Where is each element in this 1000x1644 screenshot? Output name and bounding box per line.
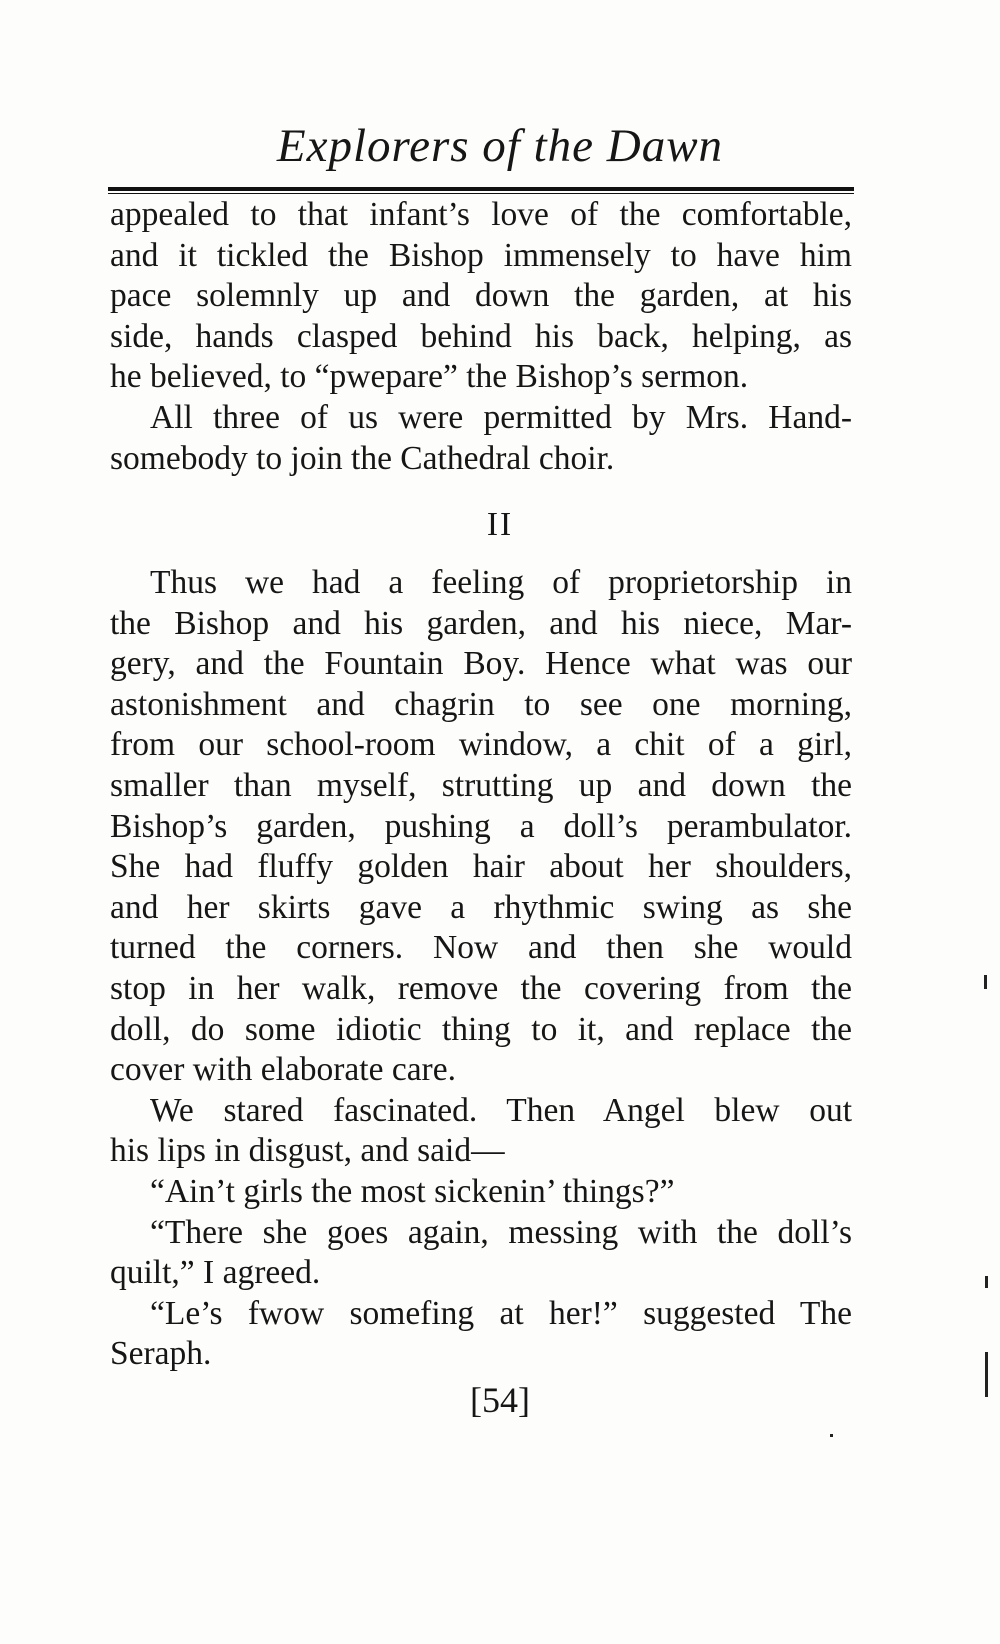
text-line: side, hands clasped behind his back, helping, as: [110, 317, 852, 355]
text-line: astonishment and chagrin to see one morning,: [110, 685, 852, 723]
text-line: and it tickled the Bishop immensely to have him: [110, 236, 852, 274]
text-line: from our school-room window, a chit of a girl,: [110, 726, 852, 764]
text-line: Thus we had a feeling of proprietorship in: [150, 564, 852, 601]
text-line: cover with elaborate care.: [110, 1051, 456, 1089]
text-line: “There she goes again, messing with the doll’s: [150, 1213, 852, 1251]
text-line: All three of us were permitted by Mrs. Hand-: [150, 399, 852, 436]
text-line: he believed, to “pwepare” the Bishop’s sermon.: [110, 358, 749, 396]
section-number: II: [486, 506, 514, 543]
text-line: appealed to that infant’s love of the comfortable,: [110, 196, 852, 233]
header-rule: [108, 187, 854, 191]
text-line: smaller than myself, strutting up and down the: [110, 767, 852, 804]
scan-edge-mark: [985, 1352, 988, 1397]
text-line: the Bishop and his garden, and his niece, Mar-: [110, 604, 852, 642]
text-line: Seraph.: [110, 1335, 212, 1373]
page-number: [54]: [470, 1380, 530, 1420]
text-line: his lips in disgust, and said—: [110, 1132, 505, 1170]
scan-edge-mark: [830, 1434, 833, 1437]
text-line: Bishop’s garden, pushing a doll’s perambulator.: [110, 807, 852, 845]
text-line: “Le’s fwow somefing at her!” suggested The: [150, 1294, 852, 1332]
text-line: doll, do some idiotic thing to it, and replace the: [110, 1010, 852, 1048]
header-rule-thin: [108, 193, 854, 194]
text-line: pace solemnly up and down the garden, at his: [110, 277, 852, 315]
text-line: We stared fascinated. Then Angel blew out: [150, 1091, 852, 1129]
text-line: quilt,” I agreed.: [110, 1254, 321, 1292]
text-line: and her skirts gave a rhythmic swing as she: [110, 888, 852, 926]
scan-edge-mark: [984, 975, 987, 989]
text-line: “Ain’t girls the most sickenin’ things?”: [150, 1173, 675, 1210]
text-line: gery, and the Fountain Boy. Hence what was our: [110, 645, 852, 683]
running-head: Explorers of the Dawn: [276, 120, 724, 172]
text-line: stop in her walk, remove the covering from the: [110, 970, 852, 1007]
scan-edge-mark: [985, 1276, 988, 1288]
text-line: somebody to join the Cathedral choir.: [110, 439, 615, 477]
text-line: turned the corners. Now and then she would: [110, 929, 852, 967]
text-line: She had fluffy golden hair about her shoulders,: [110, 848, 852, 886]
